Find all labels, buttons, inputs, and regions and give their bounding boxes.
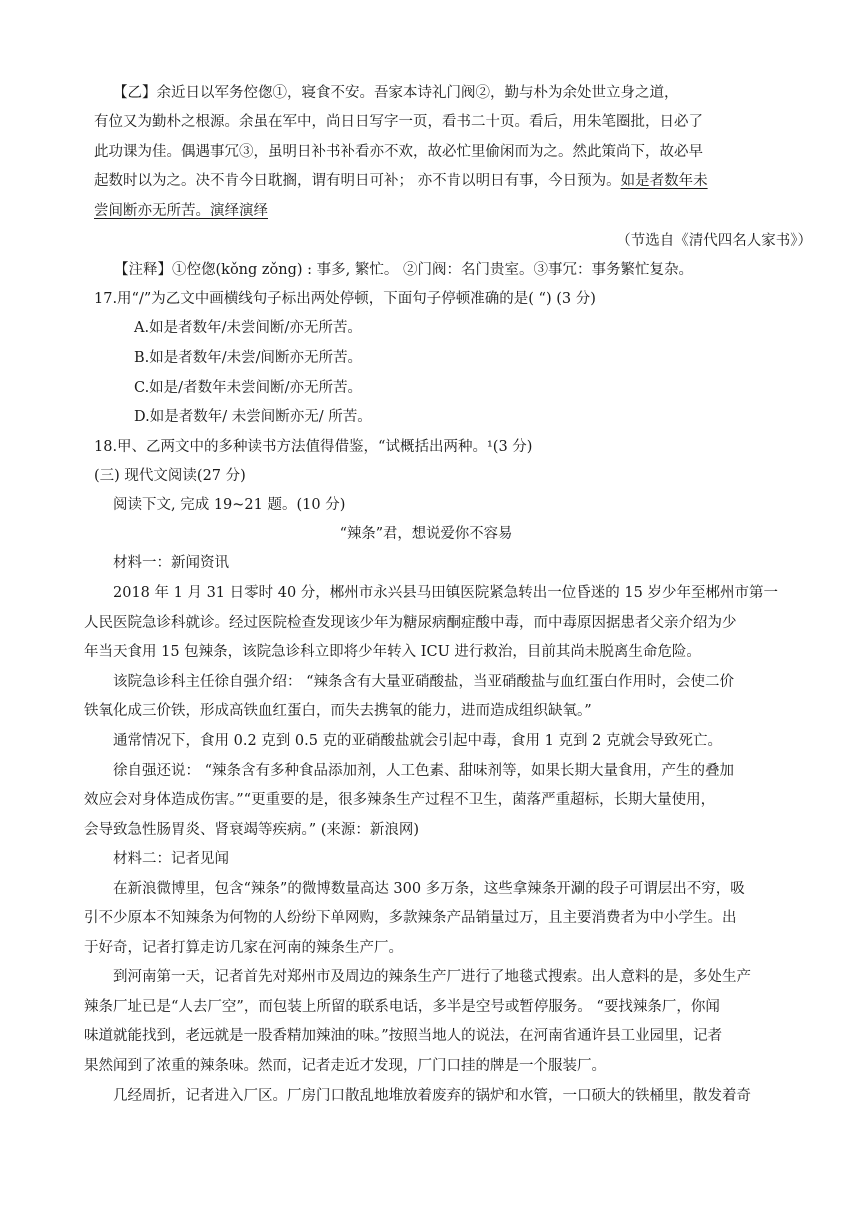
material-1-p1-line-1: 2018 年 1 月 31 日零时 40 分，郴州市永兴县马田镇医院紧急转出一位昏迷的 15 岁少年至郴州市第一 [113,585,778,601]
yi-text-line-2: 有位又为勤朴之根源。余虽在军中，尚日日写字一页，看书二十页。看后，用朱笔圈批，日必了 [94,114,703,130]
article-title: “辣条”君，想说爱你不容易 [339,526,513,542]
material-2-p3-line-1: 几经周折，记者进入厂区。厂房门口散乱地堆放着废弃的锅炉和水管，一口硕大的铁桶里，散发着奇 [113,1088,751,1104]
annotation-notes: 【注释】①倥偬(kǒng zǒng) : 事多, 繁忙。 ②门阀：名门贵室。③事冗：事务繁忙复杂。 [114,262,693,278]
material-1-p4-line-2: 效应会对身体造成伤害。”“更重要的是，很多辣条生产过程不卫生，菌落严重超标，长期大量使用， [84,792,716,808]
section-3-instruction: 阅读下文, 完成 19~21 题。(10 分) [113,497,346,513]
material-1-p3: 通常情况下，食用 0.2 克到 0.5 克的亚硝酸盐就会引起中毒，食用 1 克到 2 克就会导致死亡。 [113,733,722,749]
material-2-p1-line-3: 于好奇，记者打算走访几家在河南的辣条生产厂。 [84,940,403,956]
question-17-option-b: B.如是者数年/未尝/间断亦无所苦。 [134,350,363,366]
source-citation: （节选自《清代四名人家书》） [616,233,812,249]
yi-text-line-3: 此功课为佳。偶遇事冗③，虽明日补书补看亦不欢，故必忙里偷闲而为之。然此策尚下，故必早 [94,144,703,160]
material-2-p2-line-4: 果然闻到了浓重的辣条味。然而，记者走近才发现，厂门口挂的牌是一个服装厂。 [84,1058,606,1074]
question-18-stem: 18.甲、乙两文中的多种读书方法值得借鉴，“试概括出两种。¹(3 分) [94,439,533,455]
material-2-p1-line-2: 引不少原本不知辣条为何物的人纷纷下单网购，多款辣条产品销量过万，且主要消费者为中小学生。出 [84,910,737,926]
underlined-sentence-part-2: 尝间断亦无所苦。演绎演绎 [94,203,268,219]
question-17-stem: 17.用“/”为乙文中画横线句子标出两处停顿，下面句子停顿准确的是( “) (3 分) [94,291,596,307]
material-1-p4-line-3: 会导致急性肠胃炎、肾衰竭等疾病。” (来源：新浪网) [84,822,420,838]
yi-text-line-4 [94,171,708,191]
material-1-p2-line-2: 铁氧化成三价铁，形成高铁血红蛋白，而失去携氧的能力，进而造成组织缺氧。” [84,703,592,719]
material-2-p2-line-1: 到河南第一天，记者首先对郑州市及周边的辣条生产厂进行了地毯式搜索。出人意料的是，多处生产 [113,969,751,985]
yi-text-line-1: 【乙】余近日以军务倥偬①，寝食不安。吾家本诗礼门阀②，勤与朴为余处世立身之道， [113,85,679,101]
material-1-label: 材料一：新闻资讯 [113,555,229,571]
material-2-p2-line-2: 辣条厂址已是“人去厂空”，而包装上所留的联系电话，多半是空号或暂停服务。 “要找辣条厂，你闻 [84,999,720,1015]
material-2-label: 材料二：记者见闻 [113,851,229,867]
material-2-p2-line-3: 味道就能找到，老远就是一股香精加辣油的味。”按照当地人的说法，在河南省通许县工业园里，记者 [84,1028,723,1044]
question-17-option-c: C.如是/者数年未尝间断/亦无所苦。 [134,380,362,396]
material-1-p1-line-2: 人民医院急诊科就诊。经过医院检查发现该少年为糖尿病酮症酸中毒，而中毒原因据患者父亲介绍为少 [84,615,737,631]
material-1-p2-line-1: 该院急诊科主任徐自强介绍： “辣条含有大量亚硝酸盐，当亚硝酸盐与血红蛋白作用时，会使二价 [113,674,735,690]
question-17-option-d: D.如是者数年/ 未尝间断亦无/ 所苦。 [134,409,372,425]
underlined-sentence-part-1: 如是者数年未 [620,173,708,189]
section-3-heading: (三) 现代文阅读(27 分) [94,468,246,484]
question-17-option-a: A.如是者数年/未尝间断/亦无所苦。 [134,320,362,336]
material-1-p4-line-1: 徐自强还说： “辣条含有多种食品添加剂，人工色素、甜味剂等，如果长期大量食用，产生的叠加 [113,763,735,779]
material-2-p1-line-1: 在新浪微博里，包含“辣条”的微博数量高达 300 多万条，这些拿辣条开涮的段子可谓层出不穷，吸 [113,881,745,897]
material-1-p1-line-3: 年当天食用 15 包辣条，该院急诊科立即将少年转入 ICU 进行救治，目前其尚未脱离生命危险。 [84,644,701,660]
yi-text-line-4-plain: 起数时以为之。决不肯今日耽搁，谓有明日可补； 亦不肯以明日有事，今日预为。 [94,173,621,189]
